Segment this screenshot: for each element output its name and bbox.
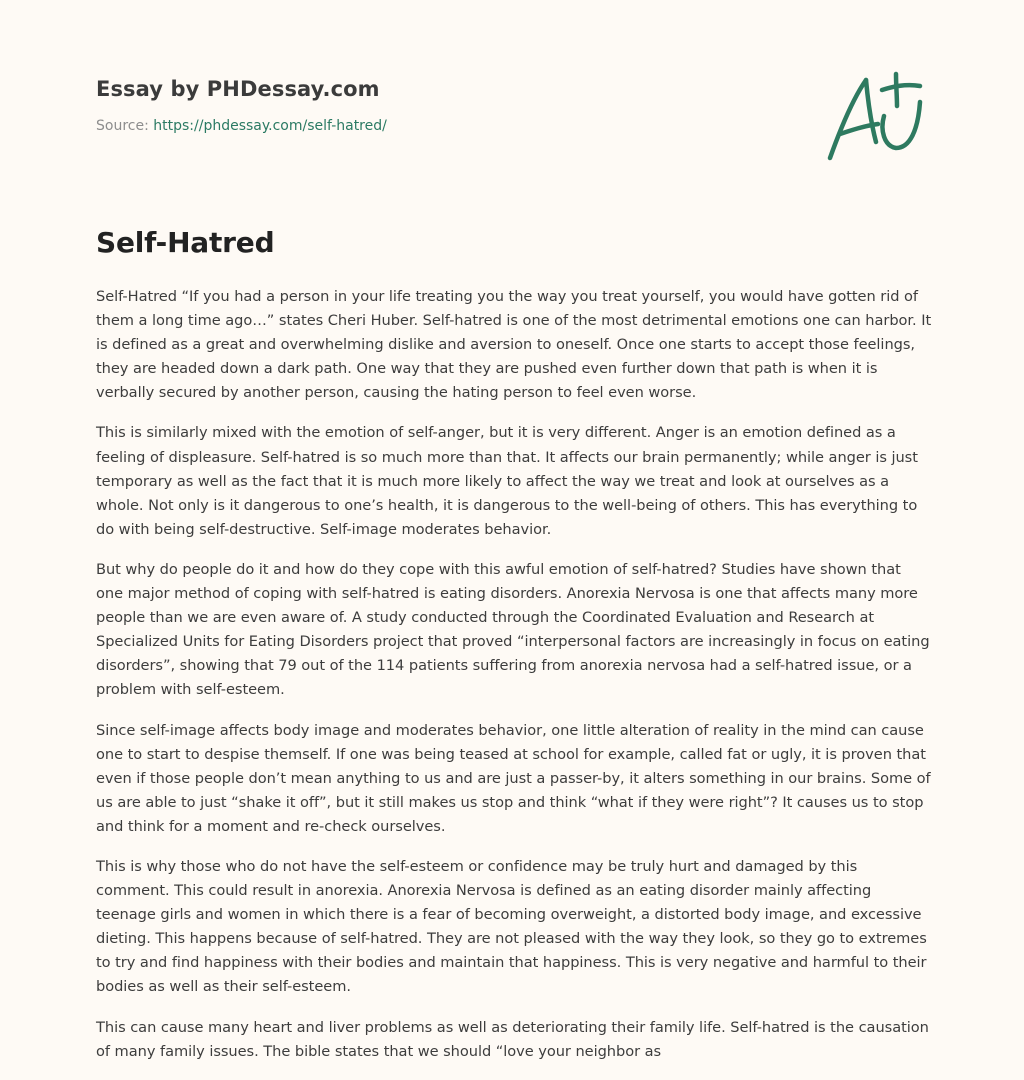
document-header: [96, 77, 387, 134]
source-line: [96, 118, 387, 134]
essay-paragraph: Self-Hatred “If you had a person in your life treating you the way you treat yourself, you would have gotten rid of them a long time ago…” states Cheri Huber. Self-hatred is one of the most detrimental emotions one can harbor. It is defined as a great and overwhelming dislike and aversion to oneself. Once one starts to accept those feelings, they are headed down a dark path. One way that they are pushed even further down that path is when it is verbally secured by another person, causing the hating person to feel even worse.: [96, 288, 932, 402]
essay-title: Self-Hatred: [96, 226, 275, 259]
essay-paragraph: Since self-image affects body image and moderates behavior, one little alteration of reality in the mind can cause one to start to despise themself. If one was being teased at school for example, called fat or ugly, it is proven that even if those people don’t mean anything to us and are just a passer-by, it alters something in our brains. Some of us are able to just “shake it off”, but it still makes us stop and think “what if they were right”? It causes us to stop and think for a moment and re-check ourselves.: [96, 721, 931, 835]
essay-paragraph: This is why those who do not have the self-esteem or confidence may be truly hurt and damaged by this comment. This could result in anorexia. Anorexia Nervosa is defined as an eating disorder mainly affecting teenage girls and women in which there is a fear of becoming overweight, a distorted body image, and excessive dieting. This happens because of self-hatred. They are not pleased with the way they look, so they go to extremes to try and find happiness with their bodies and maintain that happiness. This is very negative and harmful to their bodies as well as their self-esteem.: [96, 857, 927, 996]
brand-title: Essay by PHDessay.com: [96, 77, 380, 101]
essay-paragraph: This can cause many heart and liver problems as well as deteriorating their family life. Self-hatred is the causation of many family issues. The bible states that we should “love your neighbor as: [96, 1018, 929, 1060]
essay-paragraph: This is similarly mixed with the emotion of self-anger, but it is very different. Anger is an emotion defined as a feeling of displeasure. Self-hatred is so much more than that. It affects our brain permanently; while anger is just temporary as well as the fact that it is much more likely to affect the way we treat and look at ourselves as a whole. Not only is it dangerous to one’s health, it is dangerous to the well-being of others. This has everything to do with being self-destructive. Self-image moderates behavior.: [96, 424, 918, 538]
essay-body: [96, 285, 932, 1080]
a-plus-logo-icon: [826, 68, 926, 164]
source-link[interactable]: https://phdessay.com/self-hatred/: [153, 118, 387, 134]
source-label: Source:: [96, 118, 154, 134]
essay-paragraph: But why do people do it and how do they cope with this awful emotion of self-hatred? Studies have shown that one major method of coping with self-hatred is eating disorders. Anorexia Nervosa is one that affects many more people than we are even aware of. A study conducted through the Coordinated Evaluation and Research at Specialized Units for Eating Disorders project that proved “interpersonal factors are increasingly in focus on eating disorders”, showing that 79 out of the 114 patients suffering from anorexia nervosa had a self-hatred issue, or a problem with self-esteem.: [96, 560, 930, 699]
